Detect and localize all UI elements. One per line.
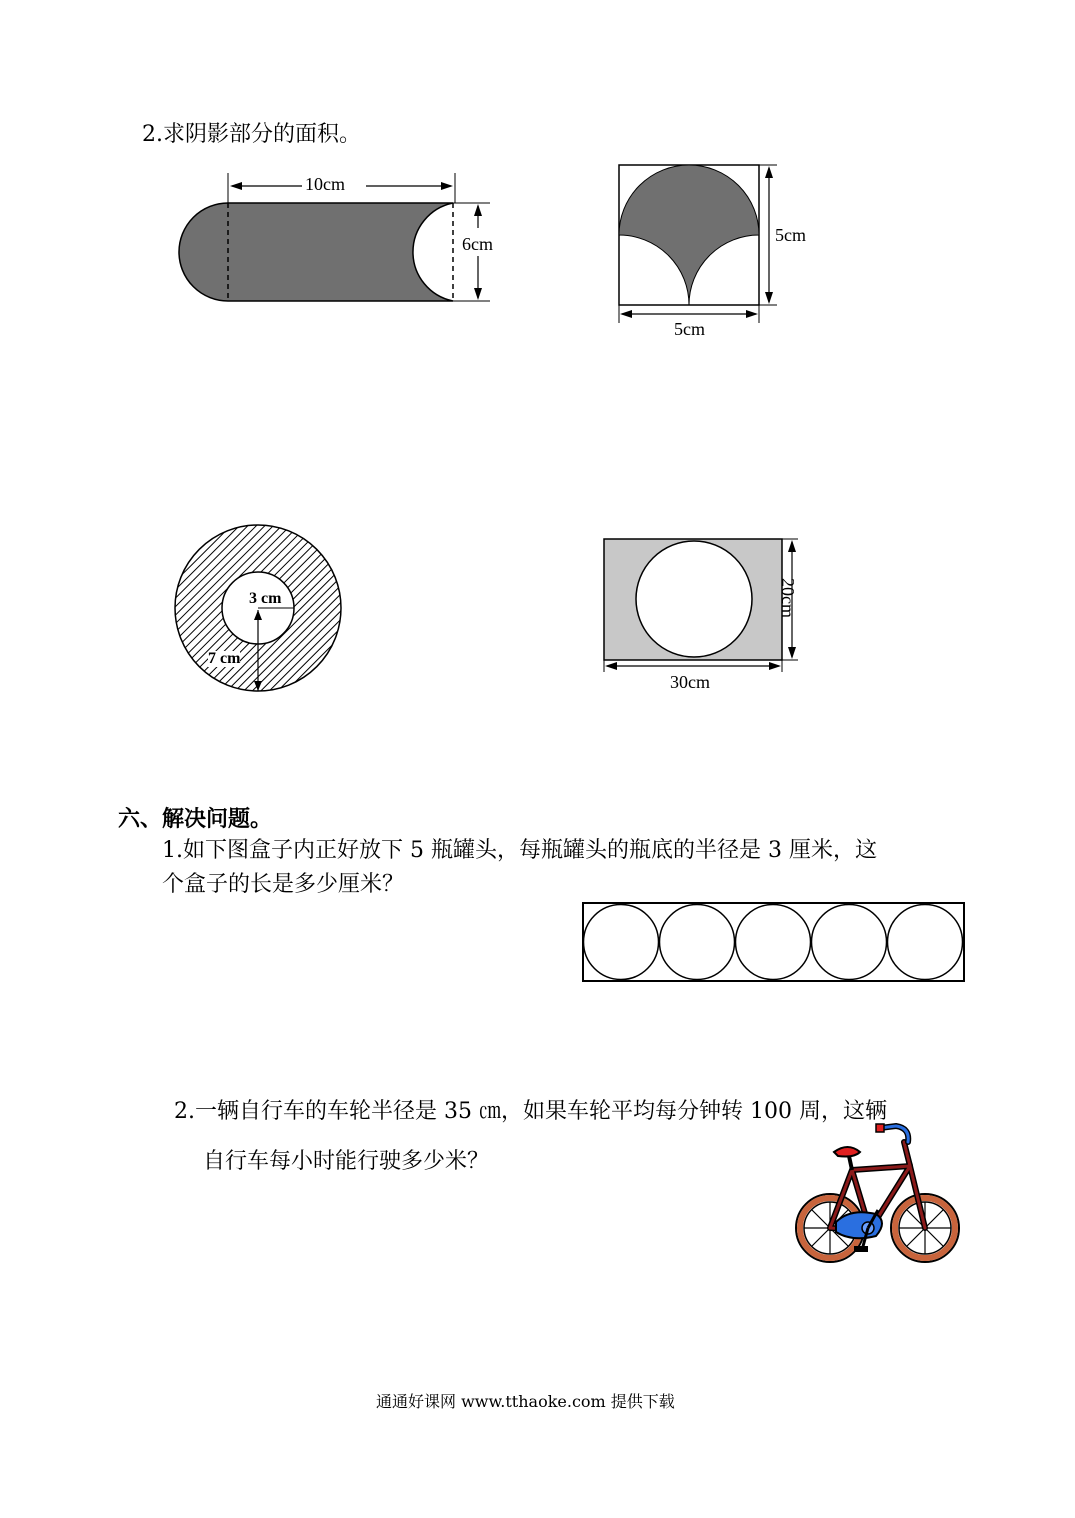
- question-6-1-line2: 个盒子的长是多少厘米？: [162, 872, 405, 897]
- figure-rectangle-circle: [598, 532, 808, 682]
- bicycle-illustration: [792, 1122, 964, 1270]
- fig2-side-label: 5cm: [775, 225, 806, 245]
- question-6-1-line1: 1.如下图盒子内正好放下 5 瓶罐头，每瓶罐头的瓶底的半径是 3 厘米，这: [162, 838, 877, 863]
- fig4-width-label: 30cm: [670, 672, 710, 692]
- figure-box-five-cans: [580, 900, 968, 984]
- question-6-2-line2: 自行车每小时能行驶多少米？: [203, 1149, 490, 1174]
- fig1-length-label: 10cm: [305, 174, 345, 194]
- fig2-bottom-label: 5cm: [674, 319, 705, 339]
- fig3-outer-label: 7 cm: [208, 650, 241, 667]
- section-6-heading: 六、解决问题。: [118, 806, 273, 832]
- question-6-2-line1: 2.一辆自行车的车轮半径是 35 ㎝，如果车轮平均每分钟转 100 周，这辆: [174, 1099, 887, 1124]
- question-5-2: 2.求阴影部分的面积。: [142, 122, 361, 147]
- fig1-height-label: 6cm: [462, 234, 493, 254]
- fig3-inner-label: 3 cm: [249, 590, 282, 607]
- fig4-height-label: 20cm: [778, 578, 798, 618]
- figure-square-star: [612, 158, 792, 328]
- footer-text: 通通好课网 www.tthaoke.com 提供下载: [376, 1392, 675, 1411]
- figure-annulus: [170, 518, 350, 703]
